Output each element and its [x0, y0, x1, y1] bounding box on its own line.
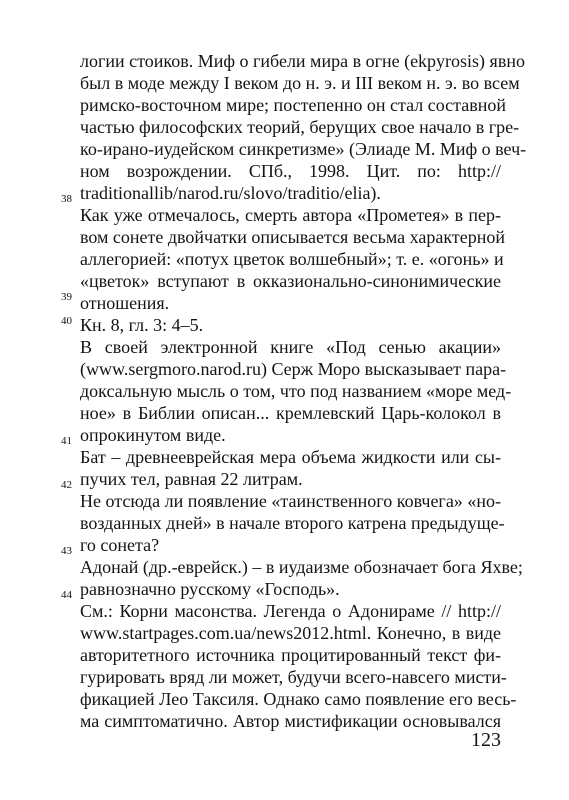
footnote-number: 41: [61, 435, 72, 447]
footnote-number: 43: [61, 545, 72, 557]
text-line: Адонай (др.-еврейск.) – в иудаизме обозначает бога Яхве;: [80, 557, 523, 577]
footnote-number: 40: [61, 315, 72, 327]
text-line: traditionallib/narod.ru/slovo/traditio/elia).: [80, 183, 381, 203]
text-line: «цветок» вступают в окказионально-синонимические: [80, 271, 501, 291]
text-line: вом сонете двойчатки описывается весьма характерной: [80, 227, 505, 247]
text-line: аллегорией: «потух цветок волшебный»; т. е. «огонь» и: [80, 249, 504, 269]
text-line: был в моде между I веком до н. э. и III веком н. э. во всем: [80, 73, 520, 93]
text-line: ма симптоматично. Автор мистификации основывался: [80, 711, 501, 731]
text-line: фикацией Лео Таксиля. Однако само появление его весь-: [80, 689, 517, 709]
text-line: (www.sergmoro.narod.ru) Серж Моро высказывает пара-: [80, 359, 507, 379]
text-line: ном возрождении. СПб., 1998. Цит. по: http://: [80, 161, 501, 181]
text-line: логии стоиков. Миф о гибели мира в огне (ekpyrosis) явно: [80, 51, 525, 71]
footnote-number: 44: [61, 589, 72, 601]
text-line: возданных дней» в начале второго катрена предыдуще-: [80, 513, 505, 533]
text-line: доксальную мысль о том, что под названием «море мед-: [80, 381, 512, 401]
text-line: пучих тел, равная 22 литрам.: [80, 469, 303, 489]
text-line: равнозначно русскому «Господь».: [80, 579, 340, 599]
text-line: частью философских теорий, берущих свое начало в гре-: [80, 117, 520, 137]
footnote-number: 42: [61, 479, 72, 491]
text-line: го сонета?: [80, 535, 160, 555]
text-line: ко-ирано-иудейском синкретизме» (Элиаде М. Миф о веч-: [80, 139, 527, 159]
text-line: Бат – древнееврейская мера объема жидкости или сы-: [80, 447, 501, 467]
text-line: ное» в Библии описан... кремлевский Царь-колокол в: [80, 403, 501, 423]
footnote-number: 39: [61, 291, 72, 303]
page-number: 123: [471, 729, 501, 751]
text-line: гурировать вряд ли может, будучи всего-навсего мисти-: [80, 667, 507, 687]
text-line: Кн. 8, гл. 3: 4–5.: [80, 315, 204, 335]
text-line: Не отсюда ли появление «таинственного ковчега» «но-: [80, 491, 501, 511]
text-line: www.startpages.com.ua/news2012.html. Конечно, в виде: [80, 623, 501, 643]
text-line: опрокинутом виде.: [80, 425, 226, 445]
text-line: римско-восточном мире; постепенно он стал составной: [80, 95, 506, 115]
text-line: отношения.: [80, 293, 170, 313]
text-line: См.: Корни масонства. Легенда о Адонираме // http://: [80, 601, 501, 621]
text-line: В своей электронной книге «Под сенью акации»: [80, 337, 501, 357]
footnote-number: 38: [61, 193, 72, 205]
text-line: Как уже отмечалось, смерть автора «Прометея» в пер-: [80, 205, 501, 225]
text-line: авторитетного источника процитированный текст фи-: [80, 645, 501, 665]
